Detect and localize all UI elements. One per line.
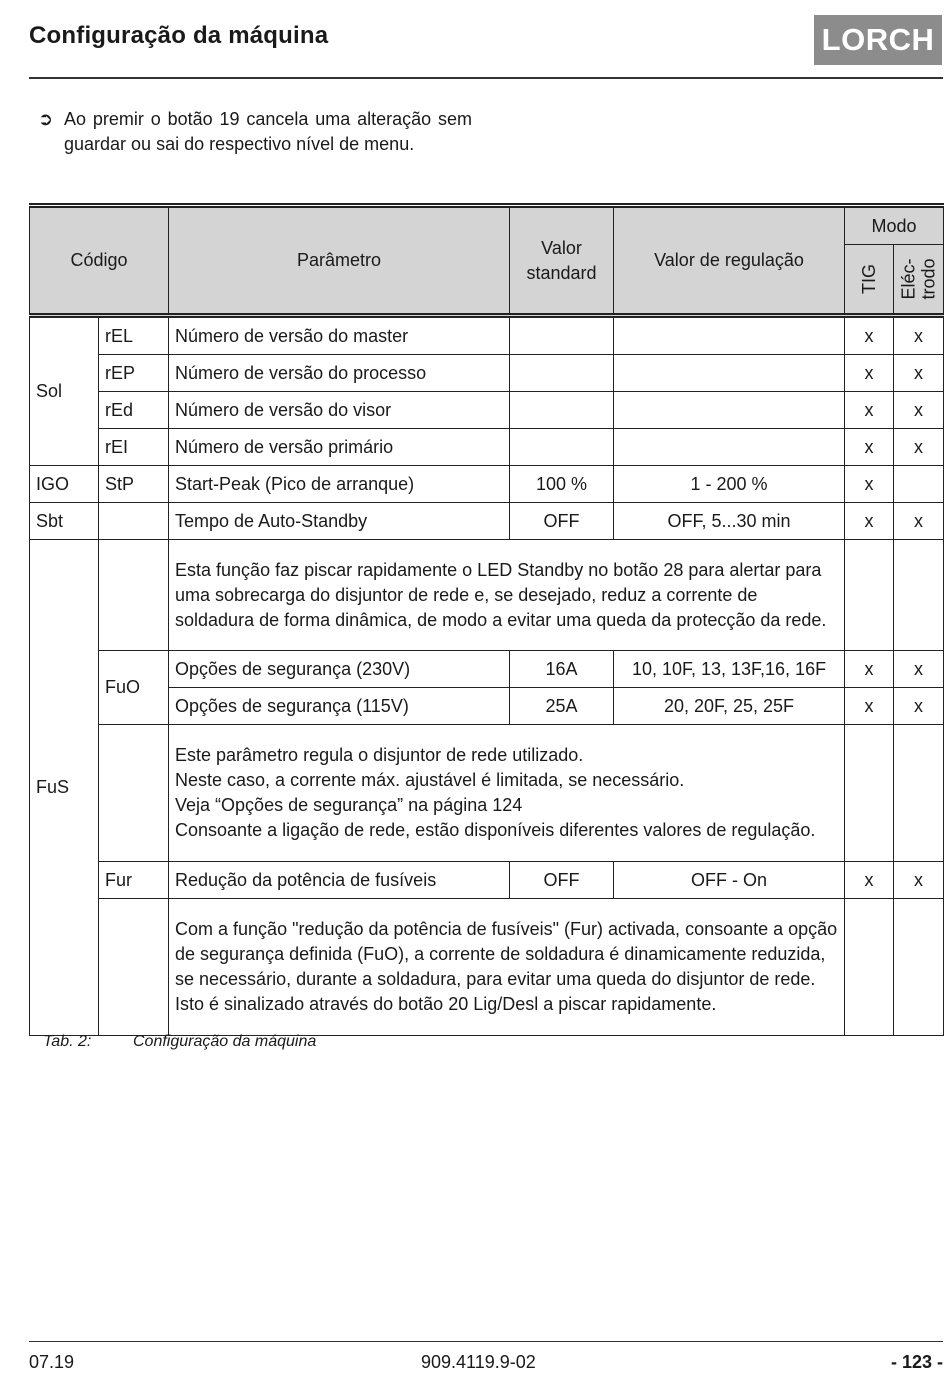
el-fuo-115: x <box>894 688 944 725</box>
code-fus: FuS <box>30 540 99 1036</box>
tig-rei: x <box>845 429 894 466</box>
code-sbt-sub <box>99 503 169 540</box>
table-caption <box>43 1033 316 1051</box>
std-red <box>510 392 614 429</box>
range-rei <box>614 429 845 466</box>
intro-note <box>38 107 472 157</box>
code-fus-desc3 <box>99 899 169 1036</box>
desc-fus-2-line: Consoante a ligação de rede, estão disponíveis diferentes valores de regulação. <box>175 820 816 840</box>
el-fus-desc3 <box>894 899 944 1036</box>
header-electrodo-label: Eléc-trodo <box>898 258 939 300</box>
param-rei: Número de versão primário <box>169 429 510 466</box>
config-table <box>29 203 944 1036</box>
el-fus-desc1 <box>894 540 944 651</box>
param-fuo-230: Opções de segurança (230V) <box>169 651 510 688</box>
std-fuo-115: 25A <box>510 688 614 725</box>
std-fuo-230: 16A <box>510 651 614 688</box>
param-red: Número de versão do visor <box>169 392 510 429</box>
header-electrodo <box>894 245 944 316</box>
table-row <box>30 466 944 503</box>
code-stp: StP <box>99 466 169 503</box>
header-tig <box>845 245 894 316</box>
code-fus-desc1 <box>99 540 169 651</box>
footer-doc-number: 909.4119.9-02 <box>421 1352 536 1372</box>
tig-rel: x <box>845 316 894 355</box>
table-row <box>30 392 944 429</box>
code-sbt: Sbt <box>30 503 99 540</box>
code-igo: IGO <box>30 466 99 503</box>
range-red <box>614 392 845 429</box>
intro-text: Ao premir o botão 19 cancela uma alteração sem guardar ou sai do respectivo nível de menu. <box>64 109 472 154</box>
code-rei: rEI <box>99 429 169 466</box>
code-red: rEd <box>99 392 169 429</box>
std-fur: OFF <box>510 862 614 899</box>
caption-label: Tab. 2: <box>43 1033 92 1050</box>
std-rel <box>510 316 614 355</box>
table-row <box>30 503 944 540</box>
caption-text: Configuração da máquina <box>133 1033 317 1050</box>
param-rel: Número de versão do master <box>169 316 510 355</box>
header-codigo: Código <box>30 206 169 316</box>
desc-fus-1: Esta função faz piscar rapidamente o LED Standby no botão 28 para alertar para uma sobrecarga do disjuntor de rede e, se desejado, reduz a corrente de soldadura de forma dinâmica, de modo a evitar uma queda da protecção da rede. <box>169 540 845 651</box>
std-rep <box>510 355 614 392</box>
code-fus-desc2 <box>99 725 169 862</box>
header-valor-regulacao: Valor de regulação <box>614 206 845 316</box>
table-row <box>30 355 944 392</box>
tig-fuo-115: x <box>845 688 894 725</box>
range-stp: 1 - 200 % <box>614 466 845 503</box>
lorch-logo: LORCH <box>814 15 942 65</box>
el-fus-desc2 <box>894 725 944 862</box>
desc-fus-2 <box>169 725 845 862</box>
table-row <box>30 862 944 899</box>
range-sbt: OFF, 5...30 min <box>614 503 845 540</box>
std-rei <box>510 429 614 466</box>
desc-fus-2-line: Este parâmetro regula o disjuntor de rede utilizado. <box>175 745 584 765</box>
desc-fus-3: Com a função "redução da potência de fusíveis" (Fur) activada, consoante a opção de segurança definida (FuO), a corrente de soldadura é dinamicamente reduzida, se necessário, durante a soldadura, para evitar uma queda do disjuntor de rede. Isto é sinalizado através do botão 20 Lig/Desl a piscar rapidamente. <box>169 899 845 1036</box>
header-tig-label: TIG <box>859 264 880 294</box>
param-stp: Start-Peak (Pico de arranque) <box>169 466 510 503</box>
header-divider <box>29 77 943 79</box>
table-row <box>30 316 944 355</box>
table-row <box>30 540 944 651</box>
footer-divider <box>29 1341 943 1342</box>
std-stp: 100 % <box>510 466 614 503</box>
code-rel: rEL <box>99 316 169 355</box>
tig-fuo-230: x <box>845 651 894 688</box>
header-parametro: Parâmetro <box>169 206 510 316</box>
range-fur: OFF - On <box>614 862 845 899</box>
table-row <box>30 899 944 1036</box>
param-fur: Redução da potência de fusíveis <box>169 862 510 899</box>
range-fuo-230: 10, 10F, 13, 13F,16, 16F <box>614 651 845 688</box>
el-rep: x <box>894 355 944 392</box>
tig-rep: x <box>845 355 894 392</box>
footer-date: 07.19 <box>29 1352 75 1372</box>
param-fuo-115: Opções de segurança (115V) <box>169 688 510 725</box>
tig-fus-desc3 <box>845 899 894 1036</box>
param-rep: Número de versão do processo <box>169 355 510 392</box>
arrow-icon: ➲ <box>38 109 54 129</box>
header-modo: Modo <box>845 206 944 245</box>
el-rei: x <box>894 429 944 466</box>
tig-fur: x <box>845 862 894 899</box>
code-sol: Sol <box>30 316 99 466</box>
header-valor-standard: Valor standard <box>510 206 614 316</box>
std-sbt: OFF <box>510 503 614 540</box>
tig-stp: x <box>845 466 894 503</box>
range-rep <box>614 355 845 392</box>
page-title: Configuração da máquina <box>29 22 329 49</box>
table-row <box>30 651 944 688</box>
page-number: - 123 - <box>890 1352 943 1372</box>
tig-sbt: x <box>845 503 894 540</box>
el-sbt: x <box>894 503 944 540</box>
el-fur: x <box>894 862 944 899</box>
desc-fus-2-line: Veja “Opções de segurança” na página 124 <box>175 795 523 815</box>
range-fuo-115: 20, 20F, 25, 25F <box>614 688 845 725</box>
param-sbt: Tempo de Auto-Standby <box>169 503 510 540</box>
tig-fus-desc2 <box>845 725 894 862</box>
range-rel <box>614 316 845 355</box>
code-fuo: FuO <box>99 651 169 725</box>
tig-red: x <box>845 392 894 429</box>
code-rep: rEP <box>99 355 169 392</box>
tig-fus-desc1 <box>845 540 894 651</box>
el-fuo-230: x <box>894 651 944 688</box>
el-red: x <box>894 392 944 429</box>
el-stp <box>894 466 944 503</box>
table-row <box>30 725 944 862</box>
desc-fus-2-line: Neste caso, a corrente máx. ajustável é limitada, se necessário. <box>175 770 685 790</box>
code-fur: Fur <box>99 862 169 899</box>
table-row <box>30 429 944 466</box>
el-rel: x <box>894 316 944 355</box>
